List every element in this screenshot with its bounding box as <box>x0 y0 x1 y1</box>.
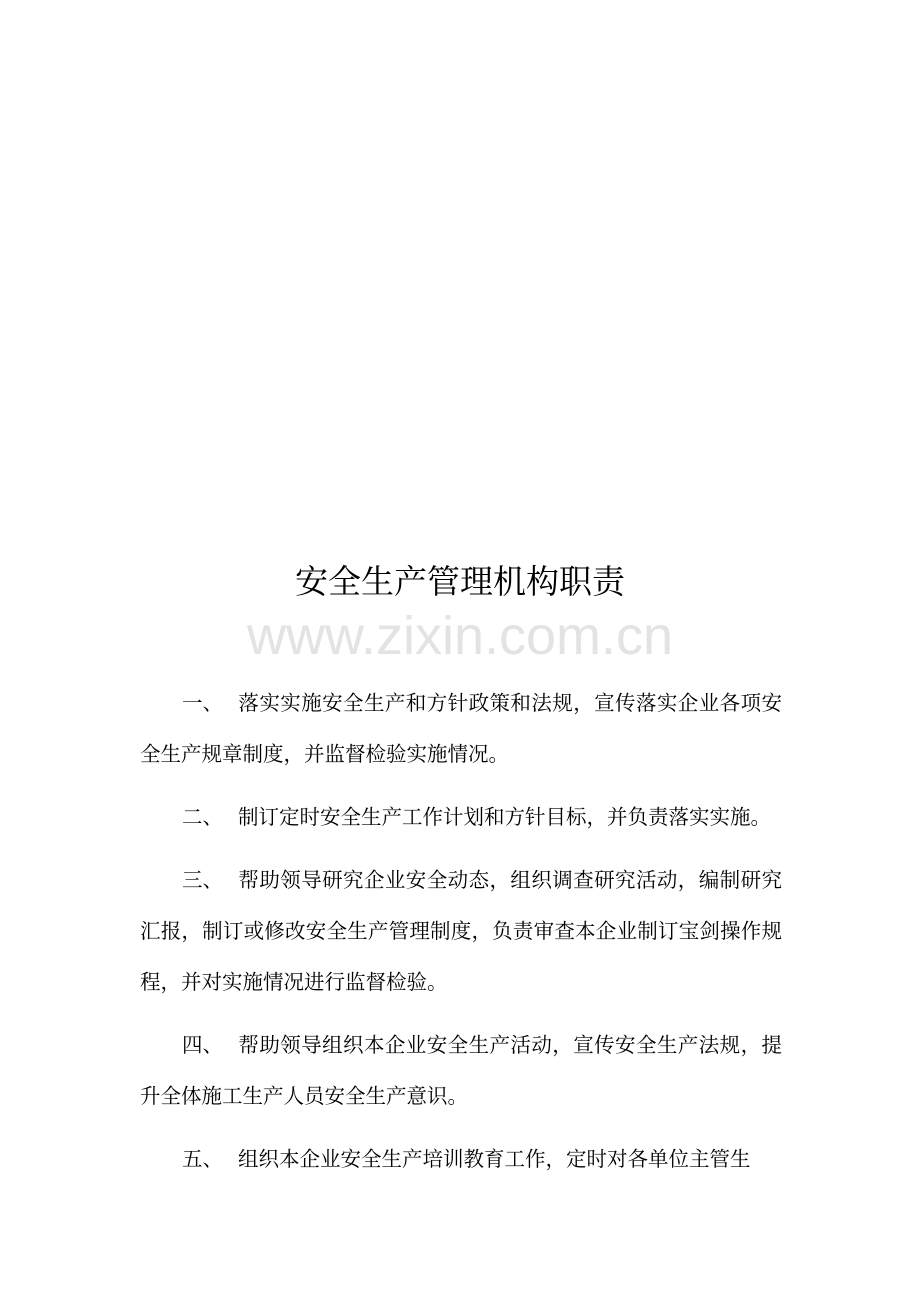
document-title: 安全生产管理机构职责 <box>295 562 625 601</box>
paragraph-2 <box>140 792 782 843</box>
paragraph-number: 五、 <box>182 1147 223 1171</box>
document-body <box>140 678 782 1197</box>
paragraph-5 <box>140 1134 782 1185</box>
paragraph-text: 帮助领导组织本企业安全生产活动，宣传安全生产法规，提升全体施工生产人员安全生产意识。 <box>140 1033 782 1108</box>
paragraph-text: 组织本企业安全生产培训教育工作，定时对各单位主管生 <box>238 1147 751 1171</box>
paragraph-number: 三、 <box>182 868 223 892</box>
paragraph-3 <box>140 855 782 1008</box>
paragraph-4 <box>140 1020 782 1122</box>
watermark: www.zixin.com.cn <box>246 606 674 666</box>
paragraph-text: 制订定时安全生产工作计划和方针目标，并负责落实实施。 <box>238 805 771 829</box>
paragraph-number: 四、 <box>182 1033 223 1057</box>
paragraph-text: 落实实施安全生产和方针政策和法规，宣传落实企业各项安全生产规章制度，并监督检验实施情况。 <box>140 691 782 766</box>
paragraph-number: 二、 <box>182 805 223 829</box>
paragraph-number: 一、 <box>182 691 223 715</box>
paragraph-text: 帮助领导研究企业安全动态，组织调查研究活动，编制研究汇报，制订或修改安全生产管理制度，负责审查本企业制订宝剑操作规程，并对实施情况进行监督检验。 <box>140 868 782 994</box>
paragraph-1 <box>140 678 782 780</box>
